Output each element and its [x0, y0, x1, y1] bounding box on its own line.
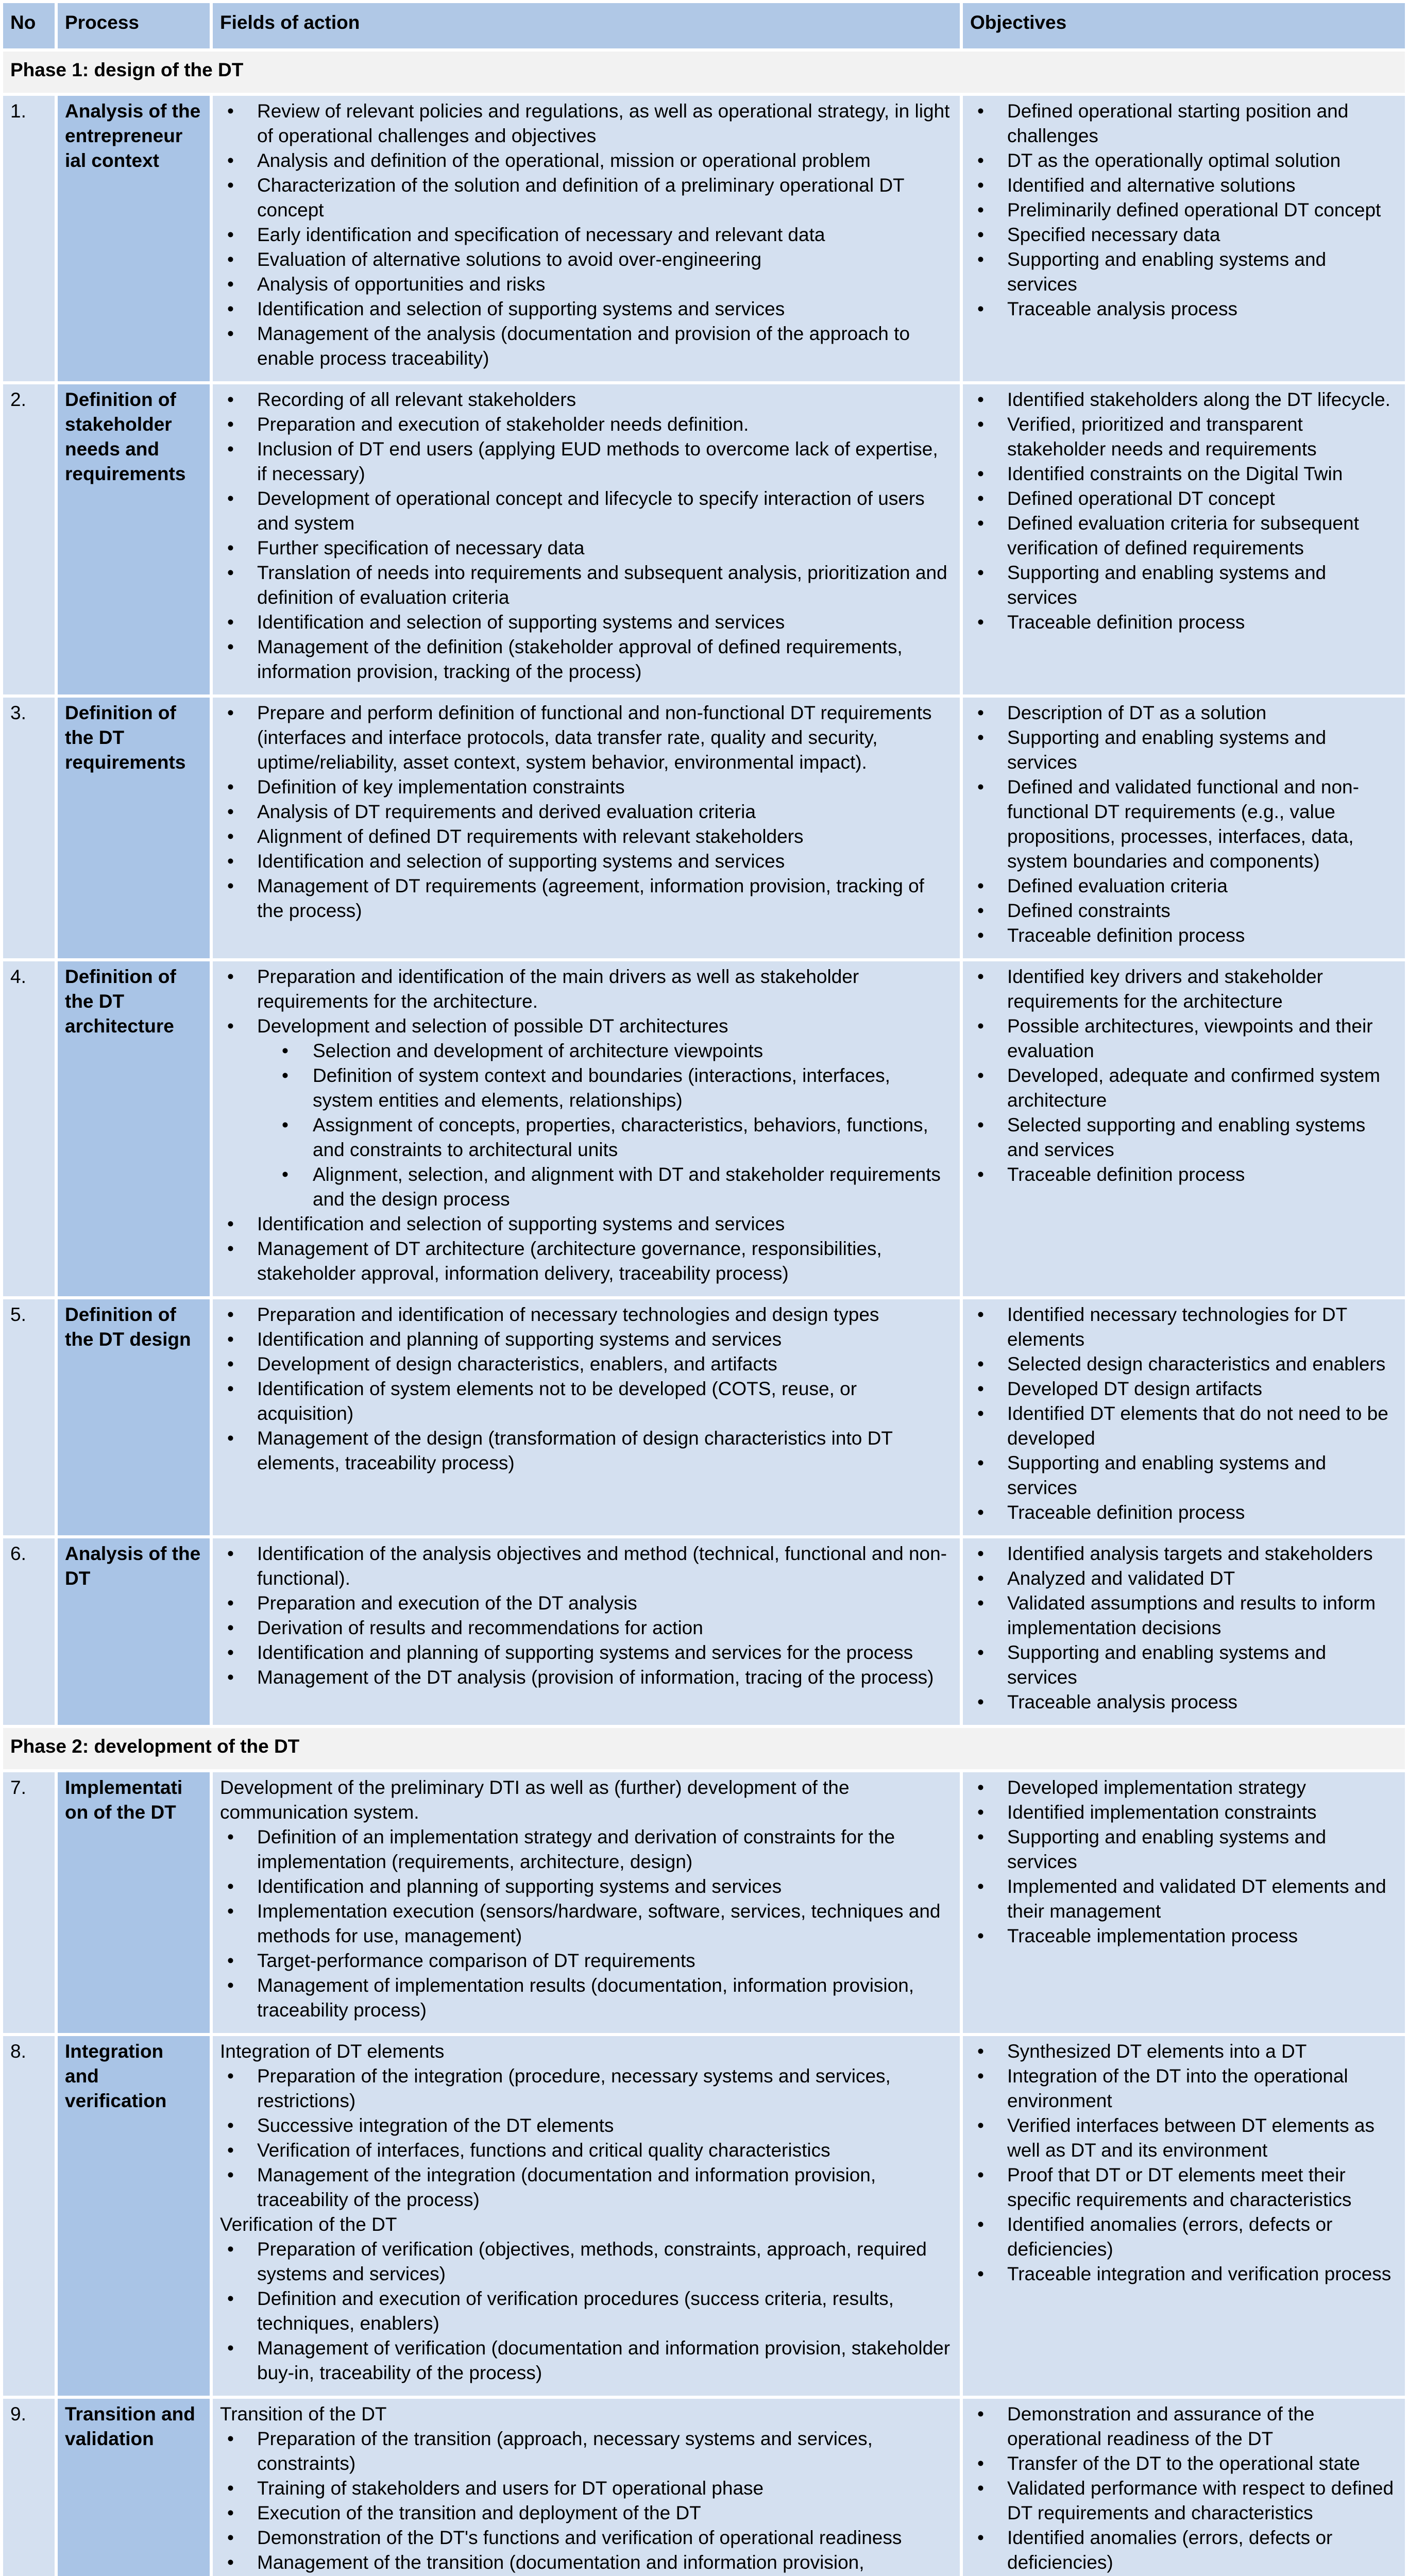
- objective-item: • Defined and validated functional and non-functional DT requirements (e.g., value propositions, processes, interfaces, data, system boundaries and components): [970, 775, 1398, 874]
- field-item: • Successive integration of the DT elements: [220, 2113, 953, 2138]
- field-item: • Preparation and execution of stakeholder needs definition.: [220, 412, 953, 437]
- objective-item: • Defined evaluation criteria: [970, 874, 1398, 899]
- field-list: [220, 2427, 953, 2576]
- fields-of-action-cell: [213, 1538, 960, 1725]
- field-item: • Management of verification (documentation and information provision, stakeholder buy-in, traceability of the process): [220, 2336, 953, 2385]
- field-item: • Analysis of DT requirements and derived evaluation criteria: [220, 800, 953, 824]
- objective-item: • Identified analysis targets and stakeholders: [970, 1541, 1398, 1566]
- table-row: [3, 1772, 1405, 2033]
- row-number: 3.: [3, 698, 55, 958]
- process-name: Definition of the DT design: [58, 1299, 210, 1535]
- objective-item: • Validated performance with respect to defined DT requirements and characteristics: [970, 2476, 1398, 2526]
- objective-item: • Identified and alternative solutions: [970, 173, 1398, 198]
- objective-item: • Synthesized DT elements into a DT: [970, 2039, 1398, 2064]
- objective-item: • Traceable analysis process: [970, 1690, 1398, 1715]
- field-item: • Evaluation of alternative solutions to avoid over-engineering: [220, 247, 953, 272]
- table-row: [3, 1538, 1405, 1725]
- objective-item: • Supporting and enabling systems and services: [970, 1451, 1398, 1500]
- field-item: • Early identification and specification of necessary and relevant data: [220, 223, 953, 247]
- field-item: • Management of implementation results (documentation, information provision, traceability process): [220, 1973, 953, 2023]
- table-row: [3, 961, 1405, 1296]
- field-list: [220, 1302, 953, 1476]
- field-item: • Identification and selection of supporting systems and services: [220, 1212, 953, 1236]
- phase-row: [3, 1728, 1405, 1769]
- field-intro-text: Transition of the DT: [220, 2403, 387, 2425]
- field-item: • Review of relevant policies and regulations, as well as operational strategy, in light of operational challenges and objectives: [220, 99, 953, 148]
- objective-item: • Traceable integration and verification process: [970, 2262, 1398, 2286]
- field-item: • Preparation and identification of the main drivers as well as stakeholder requirements for the architecture.: [220, 964, 953, 1014]
- field-list: [220, 1212, 953, 1286]
- objective-item: • Supporting and enabling systems and services: [970, 561, 1398, 610]
- objective-item: • Defined operational DT concept: [970, 486, 1398, 511]
- objective-item: • Identified DT elements that do not need to be developed: [970, 1401, 1398, 1451]
- dt-process-table-document: [3, 3, 1405, 2576]
- objectives-cell: [963, 1772, 1405, 2033]
- objective-item: • Verified, prioritized and transparent stakeholder needs and requirements: [970, 412, 1398, 462]
- objective-item: • Identified key drivers and stakeholder requirements for the architecture: [970, 964, 1398, 1014]
- objective-list: [970, 387, 1398, 635]
- field-item: • Management of the analysis (documentation and provision of the approach to enable process traceability): [220, 321, 953, 371]
- field-list: [220, 2064, 953, 2212]
- objective-item: • Integration of the DT into the operational environment: [970, 2064, 1398, 2113]
- field-intro-text: Development of the preliminary DTI as well as (further) development of the communication system.: [220, 1777, 850, 1823]
- objective-item: • Selected design characteristics and enablers: [970, 1352, 1398, 1377]
- field-item: • Preparation and execution of the DT analysis: [220, 1591, 953, 1616]
- objective-item: • Developed DT design artifacts: [970, 1377, 1398, 1401]
- objective-item: • Possible architectures, viewpoints and their evaluation: [970, 1014, 1398, 1063]
- objective-item: • Defined evaluation criteria for subsequent verification of defined requirements: [970, 511, 1398, 561]
- objectives-cell: [963, 2399, 1405, 2576]
- field-item: • Analysis of opportunities and risks: [220, 272, 953, 297]
- process-name: Implementati on of the DT: [58, 1772, 210, 2033]
- field-item: • Preparation of the transition (approach, necessary systems and services, constraints): [220, 2427, 953, 2476]
- objective-item: • Developed, adequate and confirmed system architecture: [970, 1063, 1398, 1113]
- objective-item: • Analyzed and validated DT: [970, 1566, 1398, 1591]
- field-intro-text: Verification of the DT: [220, 2214, 397, 2235]
- field-item: • Target-performance comparison of DT requirements: [220, 1948, 953, 1973]
- field-item: • Definition of key implementation constraints: [220, 775, 953, 800]
- process-name: Analysis of the DT: [58, 1538, 210, 1725]
- field-list: [220, 701, 953, 923]
- objective-list: [970, 1302, 1398, 1525]
- objective-item: • DT as the operationally optimal solution: [970, 148, 1398, 173]
- row-number: 6.: [3, 1538, 55, 1725]
- field-item: • Development of design characteristics, enablers, and artifacts: [220, 1352, 953, 1377]
- fields-of-action-cell: [213, 2036, 960, 2396]
- field-item: • Prepare and perform definition of functional and non-functional DT requirements (interfaces and interface protocols, data transfer rate, quality and security, uptime/reliability, asset context, system behavior, environmental impact).: [220, 701, 953, 775]
- field-item: • Definition of an implementation strategy and derivation of constraints for the implementation (requirements, architecture, design): [220, 1825, 953, 1874]
- field-item: • Management of the DT analysis (provision of information, tracing of the process): [220, 1665, 953, 1690]
- objective-item: • Proof that DT or DT elements meet their specific requirements and characteristics: [970, 2163, 1398, 2212]
- objective-item: • Implemented and validated DT elements and their management: [970, 1874, 1398, 1924]
- objective-item: • Supporting and enabling systems and services: [970, 1640, 1398, 1690]
- field-list: [220, 99, 953, 371]
- table-row: [3, 2399, 1405, 2576]
- phase-title: Phase 2: development of the DT: [3, 1728, 1405, 1769]
- field-item: • Derivation of results and recommendations for action: [220, 1616, 953, 1640]
- objective-item: • Developed implementation strategy: [970, 1775, 1398, 1800]
- process-name: Definition of stakeholder needs and requirements: [58, 384, 210, 694]
- objective-item: • Identified constraints on the Digital Twin: [970, 462, 1398, 486]
- field-list: [220, 964, 953, 1039]
- objective-item: • Identified anomalies (errors, defects or deficiencies): [970, 2212, 1398, 2262]
- field-item: • Management of the transition (documentation and information provision,: [220, 2550, 953, 2576]
- header-objectives: Objectives: [963, 3, 1405, 48]
- process-name: Transition and validation: [58, 2399, 210, 2576]
- fields-of-action-cell: [213, 2399, 960, 2576]
- field-item: • Execution of the transition and deployment of the DT: [220, 2501, 953, 2526]
- objective-item: • Defined constraints: [970, 899, 1398, 923]
- phase-title: Phase 1: design of the DT: [3, 52, 1405, 93]
- field-item: • Training of stakeholders and users for DT operational phase: [220, 2476, 953, 2501]
- field-item: • Management of DT architecture (architecture governance, responsibilities, stakeholder approval, information delivery, traceability process): [220, 1236, 953, 1286]
- process-name: Definition of the DT requirements: [58, 698, 210, 958]
- field-item: • Demonstration of the DT's functions and verification of operational readiness: [220, 2526, 953, 2550]
- field-item: • Management of the design (transformation of design characteristics into DT elements, traceability process): [220, 1426, 953, 1476]
- table-row: [3, 698, 1405, 958]
- field-sublist: [220, 1039, 953, 1212]
- fields-of-action-cell: [213, 96, 960, 381]
- field-item: • Definition and execution of verification procedures (success criteria, results, techniques, enablers): [220, 2286, 953, 2336]
- field-subitem: • Definition of system context and boundaries (interactions, interfaces, system entities and elements, relationships): [220, 1063, 953, 1113]
- table-row: [3, 96, 1405, 381]
- objectives-cell: [963, 384, 1405, 694]
- objective-list: [970, 1541, 1398, 1715]
- table-row: [3, 2036, 1405, 2396]
- field-item: • Alignment of defined DT requirements with relevant stakeholders: [220, 824, 953, 849]
- objective-list: [970, 964, 1398, 1187]
- field-subitem: • Alignment, selection, and alignment with DT and stakeholder requirements and the design process: [220, 1162, 953, 1212]
- field-list: [220, 2237, 953, 2385]
- row-number: 4.: [3, 961, 55, 1296]
- objectives-cell: [963, 698, 1405, 958]
- field-item: • Identification and planning of supporting systems and services: [220, 1327, 953, 1352]
- objective-list: [970, 701, 1398, 948]
- objective-item: • Transfer of the DT to the operational state: [970, 2451, 1398, 2476]
- objective-item: • Traceable definition process: [970, 923, 1398, 948]
- field-item: • Management of DT requirements (agreement, information provision, tracking of the process): [220, 874, 953, 923]
- field-item: • Identification of the analysis objectives and method (technical, functional and non-functional).: [220, 1541, 953, 1591]
- field-list: [220, 1825, 953, 2023]
- objective-item: • Traceable analysis process: [970, 297, 1398, 321]
- process-name: Integration and verification: [58, 2036, 210, 2396]
- field-item: • Analysis and definition of the operational, mission or operational problem: [220, 148, 953, 173]
- phase-row: [3, 52, 1405, 93]
- row-number: 7.: [3, 1772, 55, 2033]
- fields-of-action-cell: [213, 384, 960, 694]
- fields-of-action-cell: [213, 1772, 960, 2033]
- objective-list: [970, 2402, 1398, 2576]
- table-row: [3, 1299, 1405, 1535]
- row-number: 9.: [3, 2399, 55, 2576]
- field-item: • Inclusion of DT end users (applying EUD methods to overcome lack of expertise, if necessary): [220, 437, 953, 486]
- field-item: • Identification and planning of supporting systems and services for the process: [220, 1640, 953, 1665]
- header-row: [3, 3, 1405, 48]
- objective-item: • Traceable implementation process: [970, 1924, 1398, 1948]
- objective-item: • Supporting and enabling systems and services: [970, 725, 1398, 775]
- field-item: • Preparation of verification (objectives, methods, constraints, approach, required systems and services): [220, 2237, 953, 2286]
- objective-item: • Supporting and enabling systems and services: [970, 1825, 1398, 1874]
- objective-item: • Traceable definition process: [970, 1162, 1398, 1187]
- field-item: • Verification of interfaces, functions and critical quality characteristics: [220, 2138, 953, 2163]
- field-item: • Identification and selection of supporting systems and services: [220, 610, 953, 635]
- objectives-cell: [963, 961, 1405, 1296]
- header-no: No: [3, 3, 55, 48]
- field-intro-text: Integration of DT elements: [220, 2041, 445, 2062]
- objective-list: [970, 99, 1398, 321]
- objective-item: • Identified implementation constraints: [970, 1800, 1398, 1825]
- table-body: [3, 52, 1405, 2576]
- objective-item: • Defined operational starting position and challenges: [970, 99, 1398, 148]
- objectives-cell: [963, 1299, 1405, 1535]
- row-number: 8.: [3, 2036, 55, 2396]
- row-number: 2.: [3, 384, 55, 694]
- objective-item: • Demonstration and assurance of the operational readiness of the DT: [970, 2402, 1398, 2451]
- objective-item: • Description of DT as a solution: [970, 701, 1398, 725]
- fields-of-action-cell: [213, 698, 960, 958]
- field-item: • Identification and planning of supporting systems and services: [220, 1874, 953, 1899]
- field-item: • Identification of system elements not to be developed (COTS, reuse, or acquisition): [220, 1377, 953, 1426]
- field-item: • Characterization of the solution and definition of a preliminary operational DT concept: [220, 173, 953, 223]
- objectives-cell: [963, 96, 1405, 381]
- fields-of-action-cell: [213, 961, 960, 1296]
- field-item: • Identification and selection of supporting systems and services: [220, 297, 953, 321]
- objective-list: [970, 2039, 1398, 2286]
- field-item: • Development of operational concept and lifecycle to specify interaction of users and system: [220, 486, 953, 536]
- field-item: • Management of the integration (documentation and information provision, traceability of the process): [220, 2163, 953, 2212]
- objective-item: • Identified stakeholders along the DT lifecycle.: [970, 387, 1398, 412]
- field-list: [220, 387, 953, 684]
- field-item: • Recording of all relevant stakeholders: [220, 387, 953, 412]
- field-item: • Implementation execution (sensors/hardware, software, services, techniques and methods for use, management): [220, 1899, 953, 1948]
- field-item: • Preparation and identification of necessary technologies and design types: [220, 1302, 953, 1327]
- field-item: • Translation of needs into requirements and subsequent analysis, prioritization and definition of evaluation criteria: [220, 561, 953, 610]
- objective-item: • Specified necessary data: [970, 223, 1398, 247]
- process-name: Analysis of the entrepreneur ial context: [58, 96, 210, 381]
- field-item: • Management of the definition (stakeholder approval of defined requirements, information provision, tracking of the process): [220, 635, 953, 684]
- objective-item: • Traceable definition process: [970, 610, 1398, 635]
- objective-item: • Identified anomalies (errors, defects or deficiencies): [970, 2526, 1398, 2575]
- row-number: 5.: [3, 1299, 55, 1535]
- objective-item: • Verified interfaces between DT elements as well as DT and its environment: [970, 2113, 1398, 2163]
- objective-item: • Preliminarily defined operational DT concept: [970, 198, 1398, 223]
- field-subitem: • Selection and development of architecture viewpoints: [220, 1039, 953, 1063]
- objective-list: [970, 1775, 1398, 1948]
- field-item: • Identification and selection of supporting systems and services: [220, 849, 953, 874]
- objectives-cell: [963, 1538, 1405, 1725]
- fields-of-action-cell: [213, 1299, 960, 1535]
- objective-item: • Selected supporting and enabling systems and services: [970, 1113, 1398, 1162]
- header-process: Process: [58, 3, 210, 48]
- field-item: • Further specification of necessary data: [220, 536, 953, 561]
- row-number: 1.: [3, 96, 55, 381]
- field-subitem: • Assignment of concepts, properties, characteristics, behaviors, functions, and constraints to architectural units: [220, 1113, 953, 1162]
- objective-item: • Identified necessary technologies for DT elements: [970, 1302, 1398, 1352]
- objective-item: • Traceable definition process: [970, 1500, 1398, 1525]
- table-row: [3, 384, 1405, 694]
- objective-item: • Validated assumptions and results to inform implementation decisions: [970, 1591, 1398, 1640]
- objective-item: • Supporting and enabling systems and services: [970, 247, 1398, 297]
- process-name: Definition of the DT architecture: [58, 961, 210, 1296]
- header-fields: Fields of action: [213, 3, 960, 48]
- field-item: • Preparation of the integration (procedure, necessary systems and services, restrictions): [220, 2064, 953, 2113]
- objectives-cell: [963, 2036, 1405, 2396]
- field-item: • Development and selection of possible DT architectures: [220, 1014, 953, 1039]
- field-list: [220, 1541, 953, 1690]
